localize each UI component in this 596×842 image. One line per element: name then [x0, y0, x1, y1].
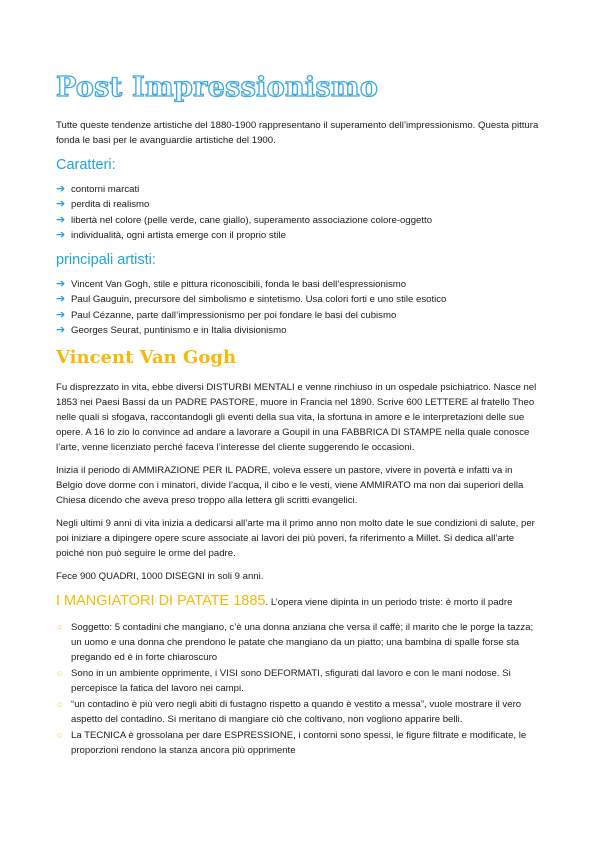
vangogh-heading: Vincent Van Gogh	[56, 347, 237, 369]
list-item: ➔ individualità, ogni artista emerge con il proprio stile	[56, 228, 540, 243]
list-item: ➔ Vincent Van Gogh, stile e pittura riconoscibili, fonda le basi dell’espressionismo	[56, 277, 540, 292]
arrow-right-icon: ➔	[56, 278, 66, 291]
intro-paragraph: Tutte queste tendenze artistiche del 1880-1900 rappresentano il superamento dell’impressionismo. Questa pittura fonda le basi per le avanguardie artistiche del 1900.	[56, 120, 539, 146]
list-item: ➔ contorni marcati	[56, 182, 540, 197]
arrow-right-icon: ➔	[56, 183, 66, 195]
list-item: ○ Soggetto: 5 contadini che mangiano, c’è una donna anziana che versa il caffè; il marito che le porge la tazza; un uomo e una donna che prendono le patate che mangiano da un piatto; una bambina di spalle forse sta pregando ed è in forte chiaroscuro	[57, 622, 534, 664]
list-item: ➔ Georges Seurat, puntinismo e in Italia divisionismo	[56, 323, 540, 338]
document-title: Post Impressionismo	[56, 72, 379, 103]
list-item: ➔ Paul Cézanne, parte dall’impressionismo per poi fondare le basi del cubismo	[56, 308, 540, 323]
arrow-right-icon: ➔	[56, 308, 66, 321]
mangiatori-lead: . L’opera viene dipinta in un periodo triste: è morto il padre	[265, 597, 513, 609]
vangogh-paragraph: Negli ultimi 9 anni di vita inizia a dedicarsi all’arte ma il primo anno non molto date le sue condizioni di salute, per poi iniziare a dipingere opere scure associate ai lavori dei più poveri, fa riferimento a Millet. Si dedica all’arte poiché non può seguire le orme del padre.	[56, 518, 535, 560]
arrow-right-icon: ➔	[56, 228, 66, 241]
mangiatori-list	[56, 620, 540, 758]
list-item: ○ Sono in un ambiente opprimente, i VISI sono DEFORMATI, sfigurati dal lavoro e con le mani nodose. Si percepisce la fatica del lavoro nei campi.	[57, 668, 511, 695]
arrow-right-icon: ➔	[56, 293, 66, 306]
caratteri-heading: Caratteri:	[56, 157, 116, 173]
mangiatori-heading: I MANGIATORI DI PATATE 1885	[56, 593, 266, 610]
artisti-list	[56, 277, 540, 338]
artisti-heading: principali artisti:	[56, 252, 156, 269]
list-item: ➔ Paul Gauguin, precursore del simbolismo e sintetismo. Usa colori forti e uno stile esotico	[56, 292, 540, 307]
circle-bullet-icon: ○	[57, 622, 63, 633]
circle-bullet-icon: ○	[57, 699, 63, 710]
vangogh-paragraph: Fu disprezzato in vita, ebbe diversi DISTURBI MENTALI e venne rinchiuso in un ospedale psichiatrico. Nasce nel 1853 nei Paesi Bassi da un PADRE PASTORE, muore in Francia nel 1890. Scrive 600 LETTERE al fratello Theo nelle quali si sfogava, raccontandogli gli eventi della sua vita, la sfortuna in amore e le interpretazioni delle sue opere. A 16 lo zio lo convince ad andare a lavorare a Goupil in una FABBRICA DI STAMPE nella quale conosce l’arte, venne licenziato perché faceva l’interesse del cliente suggerendo le occasioni.	[56, 382, 537, 454]
arrow-right-icon: ➔	[56, 213, 66, 226]
arrow-right-icon: ➔	[56, 324, 66, 337]
list-item: ➔ perdita di realismo	[56, 197, 540, 212]
list-item: ➔ libertà nel colore (pelle verde, cane giallo), superamento associazione colore-oggetto	[56, 213, 540, 228]
mangiatori-heading-line	[56, 592, 540, 612]
vangogh-paragraph: Fece 900 QUADRI, 1000 DISEGNI in soli 9 anni.	[56, 571, 264, 583]
caratteri-list	[56, 182, 540, 243]
arrow-right-icon: ➔	[56, 198, 66, 211]
vangogh-paragraph: Inizia il periodo di AMMIRAZIONE PER IL PADRE, voleva essere un pastore, vivere in povertà e infatti va in Belgio dove dorme con i minatori, divide l’acqua, il cibo e le vesti, viene AMMIRATO ma non dai superiori della Chiesa dicendo che aveva preso troppo alla lettera gli scritti evangelici.	[56, 465, 524, 507]
circle-bullet-icon: ○	[57, 668, 63, 679]
circle-bullet-icon: ○	[57, 730, 63, 741]
list-item: ○ “un contadino è più vero negli abiti di fustagno rispetto a quando è vestito a messa”, vuole mostrare il vero aspetto del contadino. Si meritano di mangiare ciò che coltivano, non vogliono apparire belli.	[57, 699, 522, 726]
list-item: ○ La TECNICA è grossolana per dare ESPRESSIONE, i contorni sono spessi, le figure filtrate e modificate, le proporzioni rendono la stanza ancora più opprimente	[57, 730, 527, 757]
